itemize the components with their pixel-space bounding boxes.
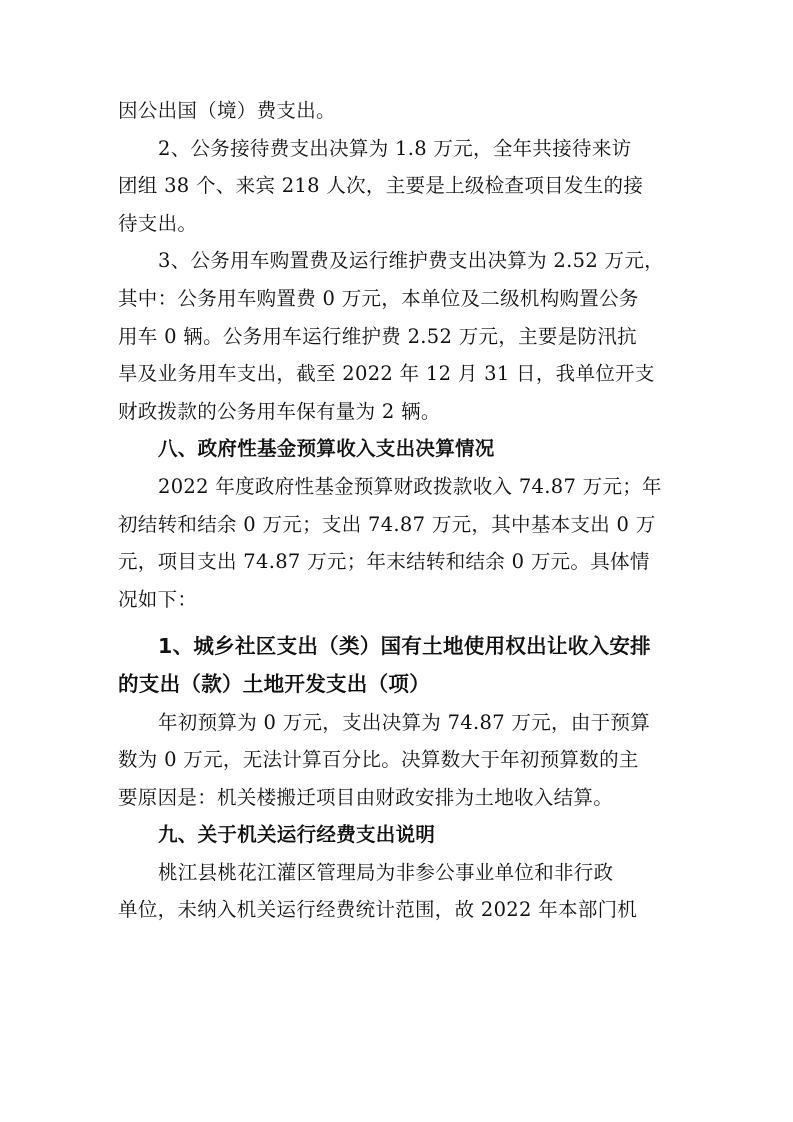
text-line: 财政拨款的公务用车保有量为 2 辆。 (118, 399, 441, 423)
text-line: 要原因是：机关楼搬迁项目由财政安排为土地收入结算。 (118, 785, 614, 809)
paragraph-reception-expense (118, 130, 686, 243)
text-line: 2022 年度政府性基金预算财政拨款收入 74.87 万元；年 (158, 474, 662, 498)
text-line: 2、公务接待费支出决算为 1.8 万元，全年共接待来访 (158, 136, 632, 160)
text-line: 况如下： (118, 587, 198, 611)
section-title: 九、关于机关运行经费支出说明 (158, 823, 436, 847)
text-line: 桃江县桃花江灌区管理局为非参公事业单位和非行政 (158, 860, 614, 884)
document-page (118, 92, 686, 929)
text-line: 3、公务用车购置费及运行维护费支出决算为 2.52 万元， (158, 249, 664, 273)
text-line: 其中：公务用车购置费 0 万元，本单位及二级机构购置公务 (118, 286, 639, 310)
paragraph-operating-costs (118, 854, 686, 929)
text-line: 待支出。 (118, 211, 198, 235)
text-line: 旱及业务用车支出，截至 2022 年 12 月 31 日，我单位开支 (118, 362, 655, 386)
subsection-heading-1 (118, 628, 686, 703)
paragraph-vehicle-expense (118, 242, 686, 430)
text-line: 数为 0 万元，无法计算百分比。决算数大于年初预算数的主 (118, 748, 639, 772)
text-line: 用车 0 辆。公务用车运行维护费 2.52 万元，主要是防汛抗 (118, 324, 637, 348)
paragraph-foreign-travel-end (118, 92, 686, 130)
subsection-title: 1、城乡社区支出（类）国有土地使用权出让收入安排 (158, 634, 651, 659)
section-heading-9 (118, 816, 686, 854)
text-line: 团组 38 个、来宾 218 人次，主要是上级检查项目发生的接 (118, 174, 644, 198)
text-line: 单位，未纳入机关运行经费统计范围，故 2022 年本部门机 (118, 898, 638, 922)
subsection-title: 的支出（款）土地开发支出（项） (118, 671, 430, 696)
section-title: 八、政府性基金预算收入支出决算情况 (158, 437, 495, 461)
paragraph-land-development (118, 704, 686, 817)
paragraph-fund-budget (118, 468, 686, 618)
section-heading-8 (118, 430, 686, 468)
text-line: 年初预算为 0 万元，支出决算为 74.87 万元，由于预算 (158, 710, 651, 734)
text-line: 初结转和结余 0 万元；支出 74.87 万元，其中基本支出 0 万 (118, 512, 656, 536)
text-line: 元，项目支出 74.87 万元；年末结转和结余 0 万元。具体情 (118, 550, 650, 574)
text-line: 因公出国（境）费支出。 (118, 99, 336, 122)
